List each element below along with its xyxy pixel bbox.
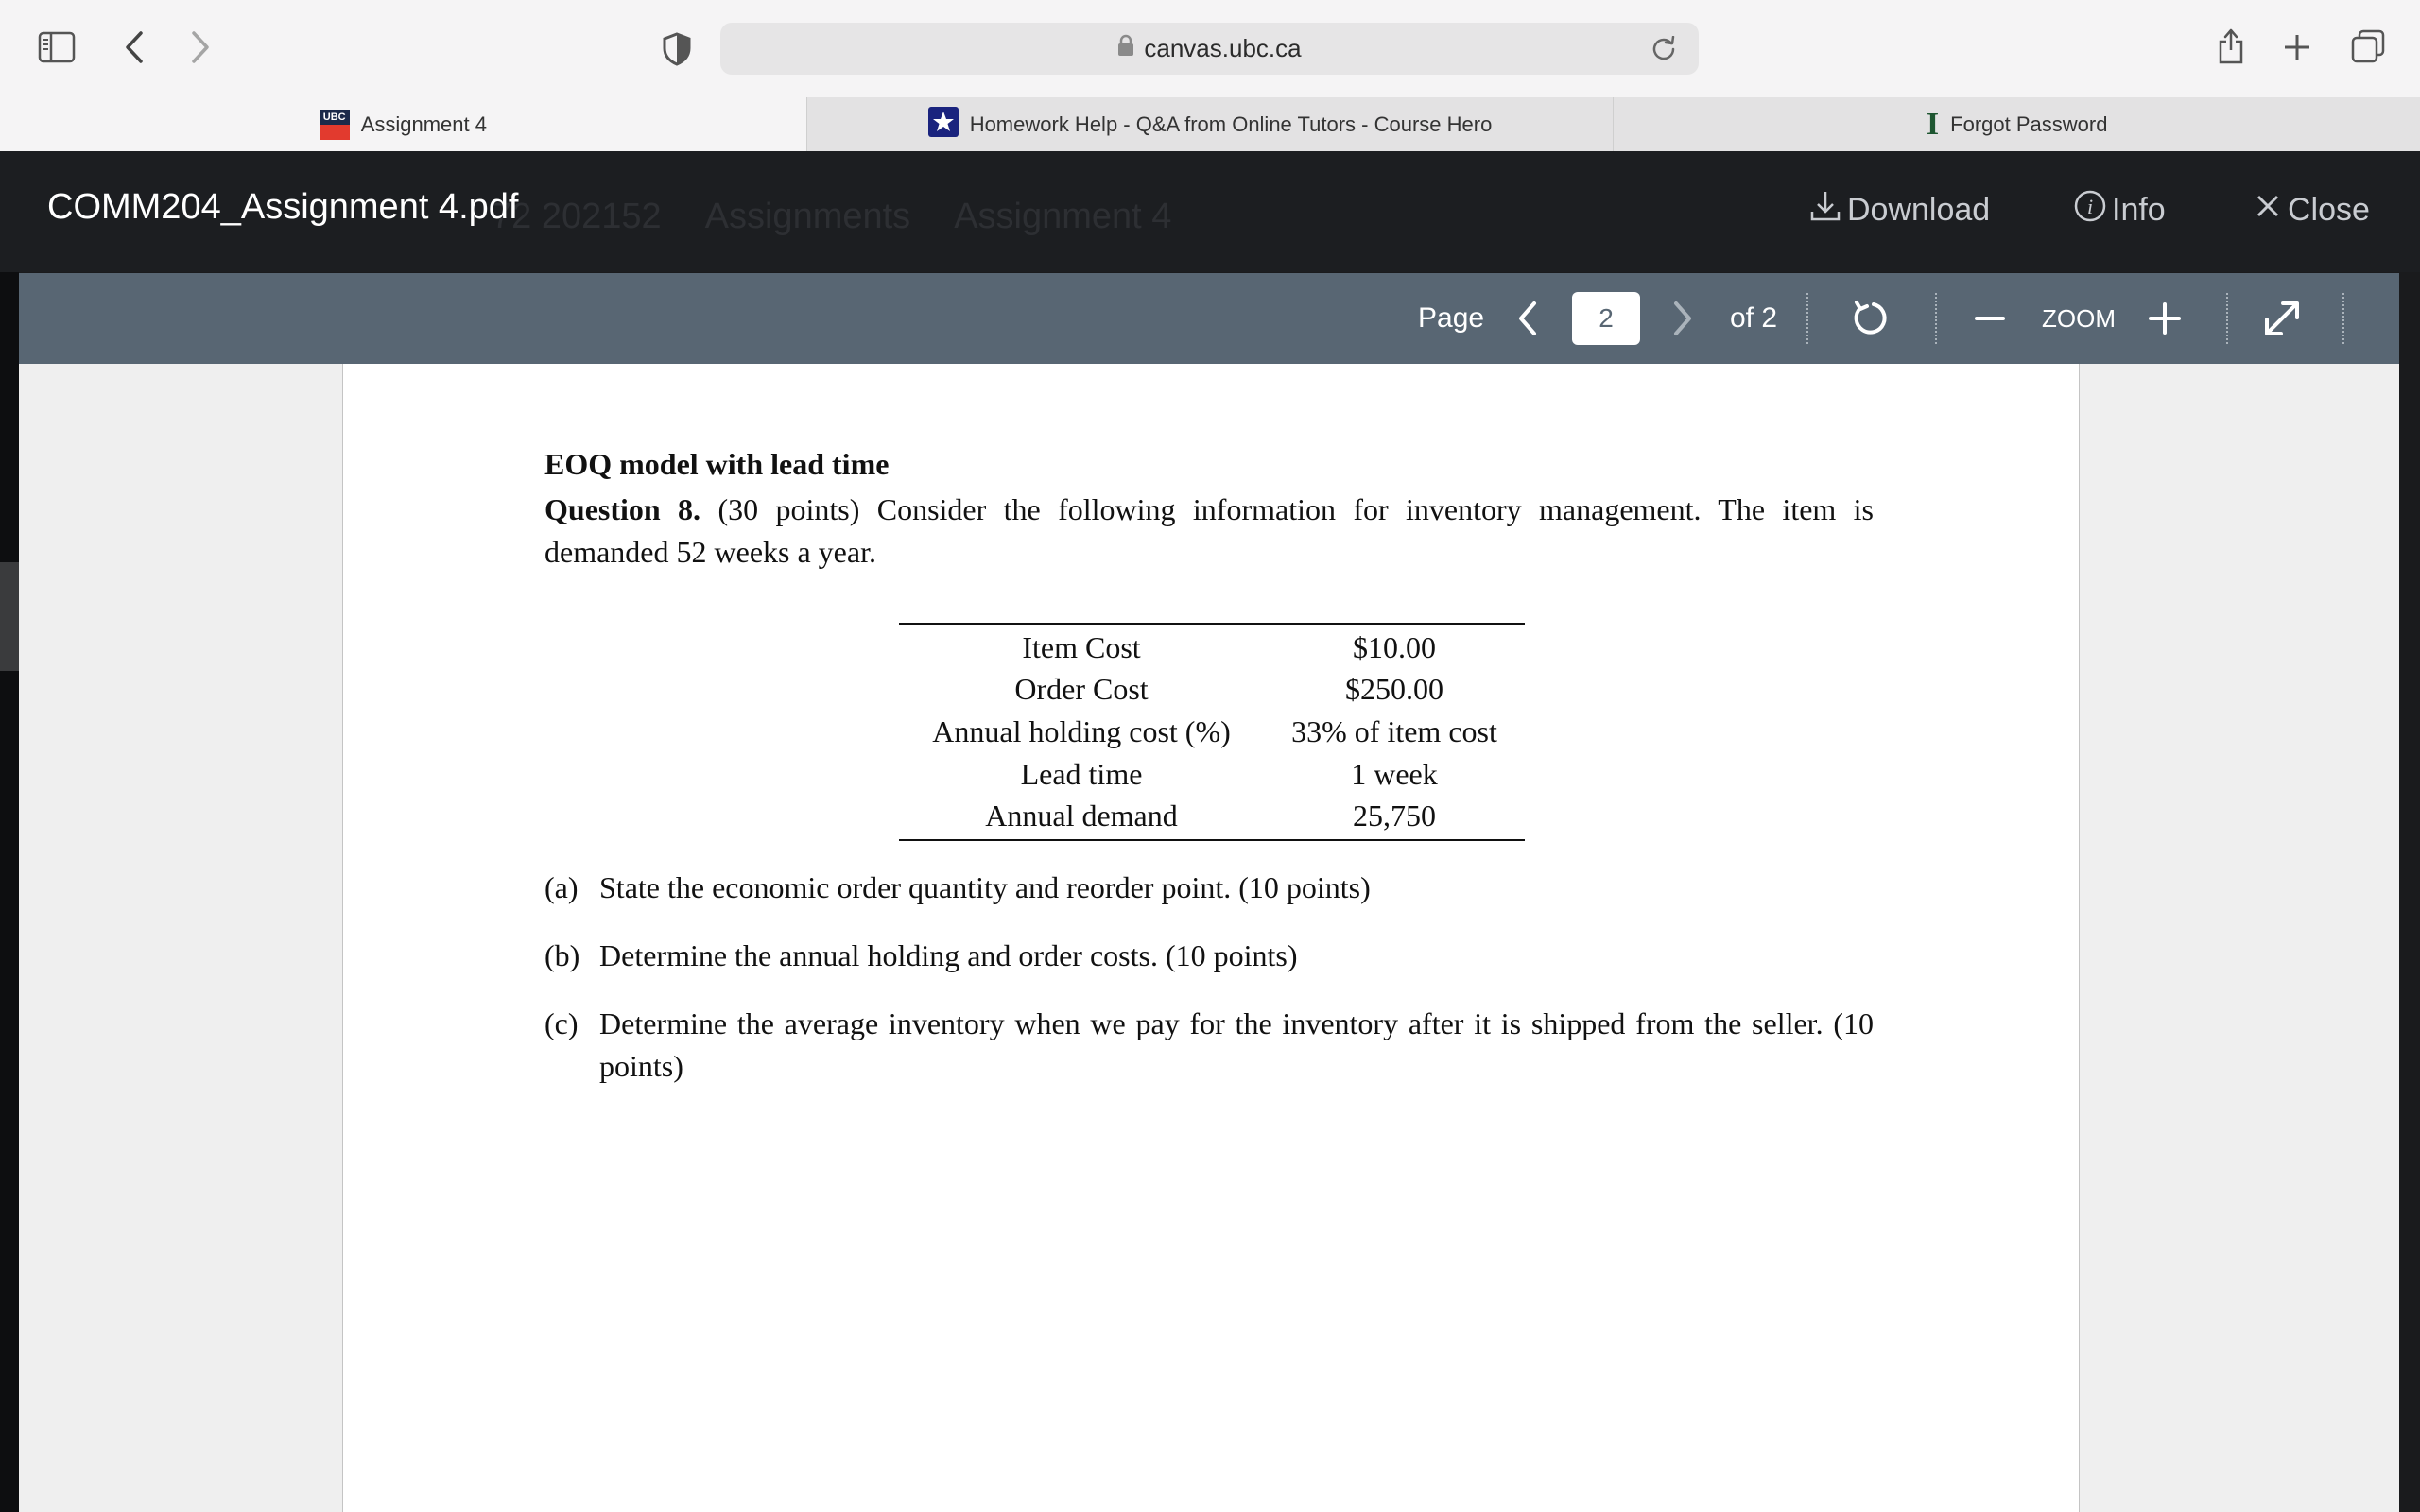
- rotate-icon: [1851, 299, 1891, 338]
- tab-assignment-4[interactable]: [0, 97, 806, 151]
- i-letter-icon: I: [1926, 106, 1940, 142]
- table-label: Lead time: [1020, 756, 1143, 791]
- ubc-canvas-icon: UBC: [320, 110, 350, 140]
- tab-strip: [0, 97, 2420, 151]
- download-icon: [1809, 189, 1841, 232]
- share-icon[interactable]: [2212, 25, 2250, 68]
- part-label: (c): [544, 1006, 579, 1040]
- coursehero-star-icon: [928, 107, 959, 143]
- chevron-left-icon: [1517, 301, 1538, 336]
- lock-icon: [1117, 34, 1134, 63]
- table-value: $250.00: [1345, 672, 1443, 707]
- info-icon: [2074, 190, 2106, 231]
- expand-icon: [2262, 299, 2302, 338]
- close-label: Close: [2288, 191, 2370, 228]
- forward-icon[interactable]: [183, 26, 217, 68]
- privacy-shield-icon[interactable]: [658, 28, 696, 70]
- part-text: Determine the average inventory when we pay for the inventory after it is shipped from the seller. (10 points): [599, 1006, 1874, 1083]
- info-label: Info: [2112, 191, 2166, 228]
- nav-separator: [1806, 293, 1808, 344]
- reload-icon[interactable]: [1651, 36, 1676, 65]
- question-paragraph: [544, 489, 1874, 574]
- close-button[interactable]: [2254, 186, 2370, 233]
- section-heading: EOQ model with lead time: [544, 447, 890, 481]
- part-text: Determine the annual holding and order costs. (10 points): [599, 938, 1298, 972]
- table-label: Order Cost: [1014, 672, 1149, 707]
- tab-label: Homework Help - Q&A from Online Tutors - Course Hero: [969, 112, 1493, 136]
- nav-separator: [2226, 293, 2228, 344]
- info-button[interactable]: [2074, 186, 2166, 233]
- pdf-page: [342, 364, 2080, 1512]
- zoom-in-button[interactable]: [2146, 273, 2184, 364]
- zoom-out-button[interactable]: [1971, 273, 2009, 364]
- table-row: [899, 711, 1525, 753]
- table-label: Item Cost: [1022, 629, 1141, 664]
- next-page-button[interactable]: [1668, 273, 1698, 364]
- question-text: (30 points) Consider the following information for inventory management. The item is demanded 52 weeks a year.: [544, 492, 1875, 569]
- breadcrumb-item: Assignments: [704, 197, 911, 236]
- breadcrumb-item: 72 202152: [492, 197, 662, 236]
- browser-toolbar: [0, 0, 2420, 97]
- side-nav-strip: [0, 151, 19, 1512]
- table-label: Annual demand: [985, 799, 1178, 833]
- tab-label: Assignment 4: [360, 112, 487, 136]
- question-part-c: [544, 1003, 1874, 1088]
- previous-page-button[interactable]: [1512, 273, 1543, 364]
- table-value: 1 week: [1351, 756, 1438, 791]
- address-bar[interactable]: [720, 23, 1699, 75]
- table-row: [899, 627, 1525, 669]
- table-label: Annual holding cost (%): [932, 713, 1231, 748]
- page-total-label: of 2: [1730, 302, 1778, 334]
- back-icon[interactable]: [117, 26, 151, 68]
- close-icon: [2254, 192, 2282, 229]
- zoom-label: ZOOM: [2042, 303, 2116, 333]
- nav-separator: [1935, 293, 1937, 344]
- question-part-b: [544, 935, 1874, 977]
- table-value: $10.00: [1353, 629, 1436, 664]
- inventory-table: [899, 623, 1525, 841]
- background-breadcrumb: [492, 197, 1171, 237]
- tab-forgot-password[interactable]: [1613, 97, 2420, 151]
- chevron-right-icon: [1672, 301, 1693, 336]
- pdf-file-name: COMM204_Assignment 4.pdf: [47, 187, 519, 227]
- nav-separator: [2342, 293, 2344, 344]
- download-label: Download: [1847, 191, 1991, 228]
- part-text: State the economic order quantity and reorder point. (10 points): [599, 870, 1371, 904]
- download-button[interactable]: [1809, 186, 1990, 233]
- table-row: [899, 795, 1525, 837]
- plus-icon: [2149, 302, 2181, 335]
- part-label: (b): [544, 938, 580, 972]
- rotate-button[interactable]: [1848, 273, 1893, 364]
- page-label: Page: [1418, 302, 1485, 334]
- side-nav-highlight: [0, 562, 19, 671]
- tab-label: Forgot Password: [1950, 112, 2108, 136]
- minus-icon: [1975, 316, 2005, 321]
- table-row: [899, 753, 1525, 796]
- breadcrumb-item: Assignment 4: [954, 197, 1172, 236]
- url-text: canvas.ubc.ca: [1144, 34, 1302, 62]
- question-part-a: [544, 867, 1874, 909]
- new-tab-icon[interactable]: [2278, 28, 2316, 66]
- part-label: (a): [544, 870, 579, 904]
- table-value: 25,750: [1353, 799, 1436, 833]
- tab-course-hero[interactable]: [806, 97, 1614, 151]
- question-label: Question 8.: [544, 492, 701, 526]
- fullscreen-button[interactable]: [2259, 273, 2305, 364]
- table-row: [899, 669, 1525, 712]
- sidebar-toggle-icon[interactable]: [36, 28, 78, 66]
- svg-text:i: i: [2086, 194, 2094, 218]
- page-number-input[interactable]: [1572, 292, 1640, 345]
- tab-overview-icon[interactable]: [2348, 26, 2388, 66]
- table-value: 33% of item cost: [1291, 713, 1497, 748]
